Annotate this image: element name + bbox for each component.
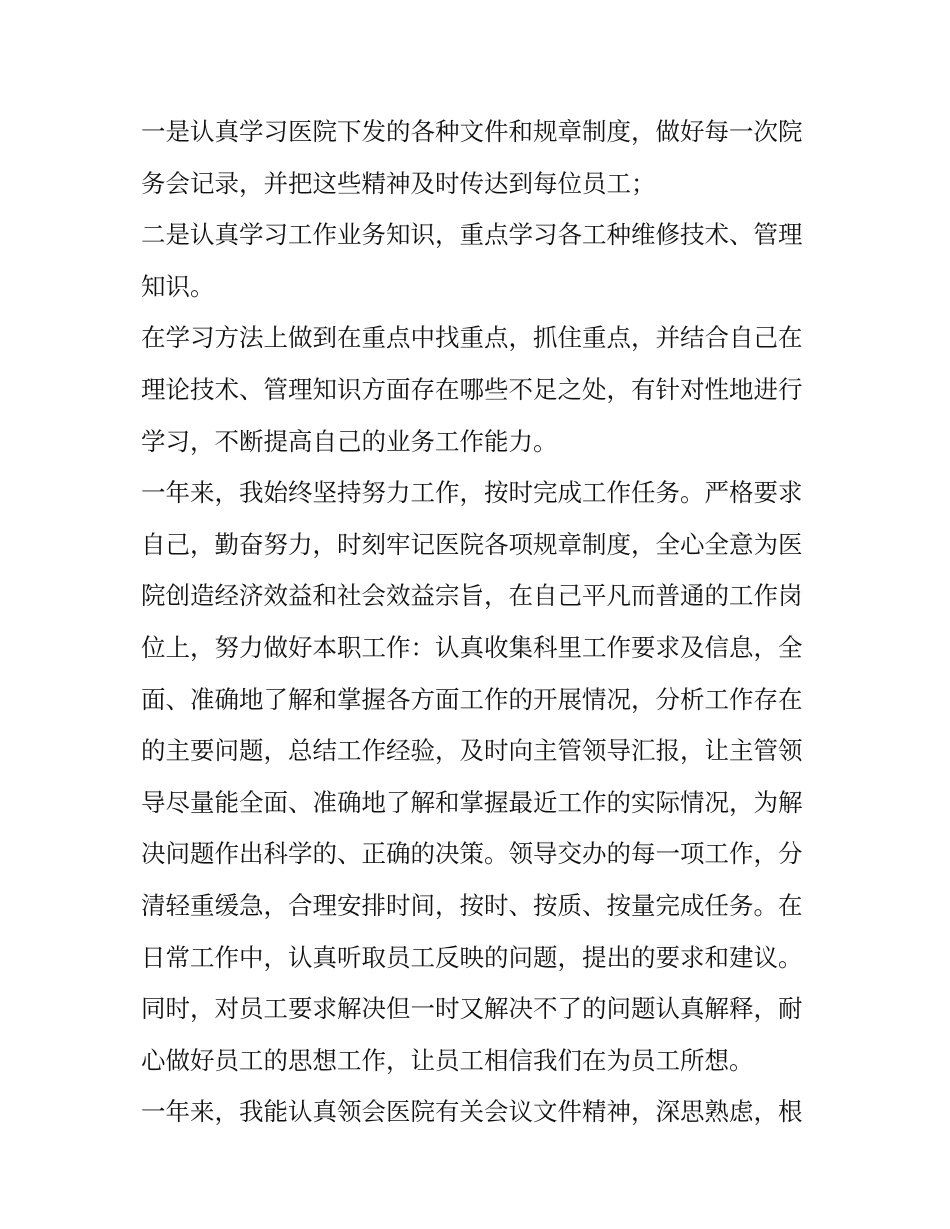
text-line: 知识。 [141,271,215,301]
text-line: 心做好员工的思想工作，让员工相信我们在为员工所想。 [141,1045,754,1075]
text-line: 二是认真学习工作业务知识，重点学习各工种维修技术、管理 [141,220,803,250]
text-line: 面、准确地了解和掌握各方面工作的开展情况，分析工作存在 [141,684,803,714]
text-line: 一年来，我始终坚持努力工作，按时完成工作任务。严格要求 [141,478,803,508]
text-line: 院创造经济效益和社会效益宗旨，在自己平凡而普通的工作岗 [141,581,803,611]
text-line: 理论技术、管理知识方面存在哪些不足之处，有针对性地进行 [141,374,803,404]
text-line: 导尽量能全面、准确地了解和掌握最近工作的实际情况，为解 [141,787,803,817]
text-line: 位上，努力做好本职工作：认真收集科里工作要求及信息，全 [141,632,803,662]
text-line: 自己，勤奋努力，时刻牢记医院各项规章制度，全心全意为医 [141,529,803,559]
text-line: 务会记录，并把这些精神及时传达到每位员工； [141,168,656,198]
text-line: 同时，对员工要求解决但一时又解决不了的问题认真解释，耐 [141,994,803,1024]
text-line: 清轻重缓急，合理安排时间，按时、按质、按量完成任务。在 [141,890,803,920]
text-line: 日常工作中，认真听取员工反映的问题，提出的要求和建议。 [141,942,803,972]
text-line: 一年来，我能认真领会医院有关会议文件精神，深思熟虑，根 [141,1097,803,1127]
text-line: 在学习方法上做到在重点中找重点，抓住重点，并结合自己在 [141,323,803,353]
text-line: 学习，不断提高自己的业务工作能力。 [141,426,558,456]
document-body [141,106,821,1138]
text-line: 决问题作出科学的、正确的决策。领导交办的每一项工作，分 [141,839,803,869]
text-line: 一是认真学习医院下发的各种文件和规章制度，做好每一次院 [141,117,803,146]
text-line: 的主要问题，总结工作经验，及时向主管领导汇报，让主管领 [141,736,803,766]
